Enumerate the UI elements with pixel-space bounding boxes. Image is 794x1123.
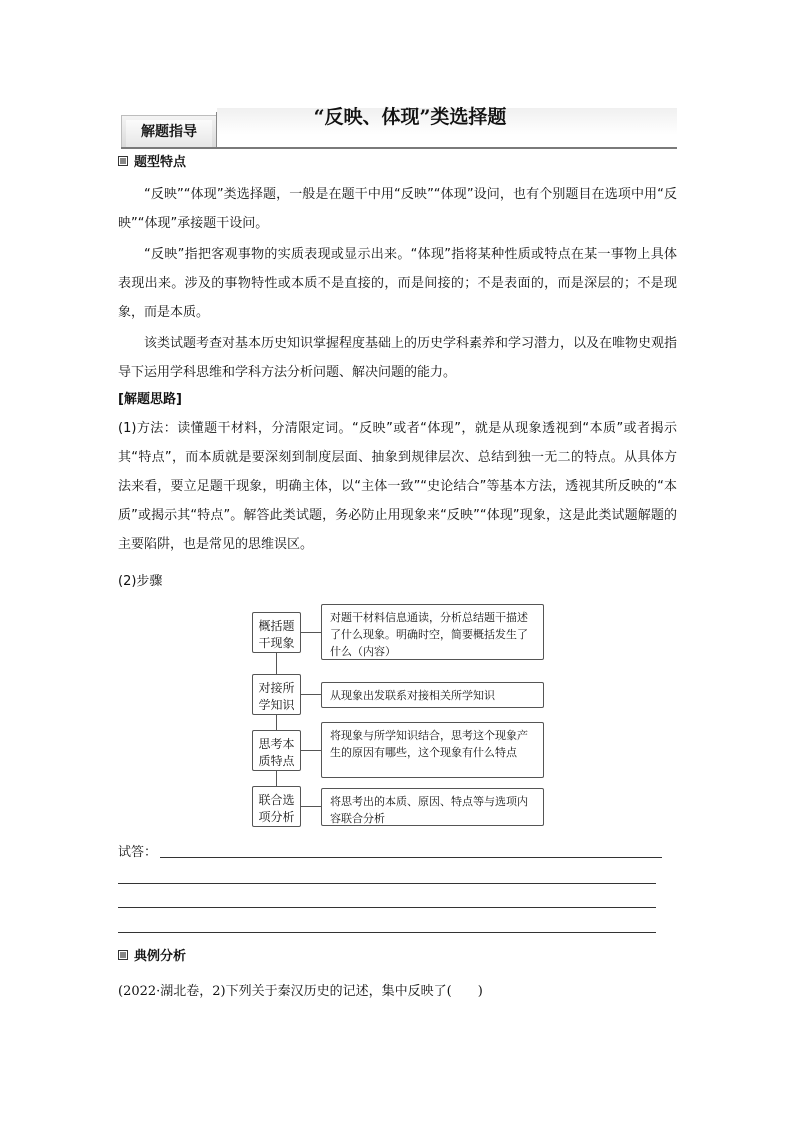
answer-label: 试答： (118, 845, 158, 860)
flow-connector-1 (301, 632, 321, 633)
header-tab-label: 解题指导 (126, 120, 212, 148)
flow-desc-3: 将现象与所学知识结合，思考这个现象产生的原因有哪些，这个现象有什么特点 (321, 722, 544, 778)
flow-step-2: 对接所学知识 (252, 674, 301, 715)
method-paragraph: (1)方法：读懂题干材料，分清限定词。“反映”或者“体现”，就是从现象透视到“本质”或者揭示其“特点”，而本质就是要深刻到制度层面、抽象到规律层次、总结到独一无二的特点。从具体方法来看，要立足题干现象，明确主体，以“主体一致”“史论结合”等基本方法，透视其所反映的“本质”或揭示其“特点”。解答此类试题，务必防止用现象来“反映”“体现”现象，这是此类试题解题的主要陷阱，也是常见的思维误区。 (118, 421, 677, 552)
paragraph-2: “反映”指把客观事物的实质表现或显示出来。“体现”指将某种性质或特点在某一事物上具体表现出来。涉及的事物特性或本质不是直接的，而是间接的；不是表面的，而是深层的；不是现象，而是本质。 (118, 247, 677, 320)
flow-step-1: 概括题干现象 (252, 612, 301, 653)
flow-step-4: 联合选项分析 (252, 786, 301, 827)
flow-step-3: 思考本质特点 (252, 730, 301, 771)
flow-connector-2 (301, 694, 321, 695)
paragraph-3: 该类试题考查对基本历史知识掌握程度基础上的历史学科素养和学习潜力，以及在唯物史观指导下运用学科思维和学科方法分析问题、解决问题的能力。 (118, 336, 678, 380)
square-bullet-icon (118, 950, 128, 960)
flow-desc-1: 对题干材料信息通读，分析总结题干描述了什么现象。明确时空，简要概括发生了什么（内容） (321, 604, 544, 660)
header-divider (216, 112, 217, 149)
flow-connector-3 (301, 750, 321, 751)
answer-line-3[interactable] (118, 907, 656, 908)
paragraph-1: “反映”“体现”类选择题，一般是在题干中用“反映”“体现”设问，也有个别题目在选项中用“反映”“体现”承接题干设问。 (118, 187, 677, 231)
steps-label: (2)步骤 (118, 574, 163, 589)
flow-desc-2: 从现象出发联系对接相关所学知识 (321, 682, 544, 708)
header-tab (121, 115, 217, 148)
section-heading-features (118, 154, 186, 172)
header-underline (121, 147, 677, 149)
steps-flowchart (252, 604, 545, 826)
example-question: (2022·湖北卷，2)下列关于秦汉历史的记述，集中反映了( ) (118, 984, 483, 999)
answer-line-4[interactable] (118, 932, 656, 933)
section-heading-text: 题型特点 (134, 155, 187, 170)
square-bullet-icon (118, 156, 128, 166)
flow-connector-4 (301, 806, 321, 807)
answer-line-2[interactable] (118, 883, 656, 884)
page-title: “反映、体现”类选择题 (313, 106, 507, 128)
section-heading-examples (118, 948, 186, 966)
answer-line-1[interactable] (160, 857, 662, 858)
flow-desc-4: 将思考出的本质、原因、特点等与选项内容联合分析 (321, 788, 544, 826)
thinking-heading: [解题思路] (118, 392, 182, 407)
section-heading-text: 典例分析 (134, 949, 187, 964)
